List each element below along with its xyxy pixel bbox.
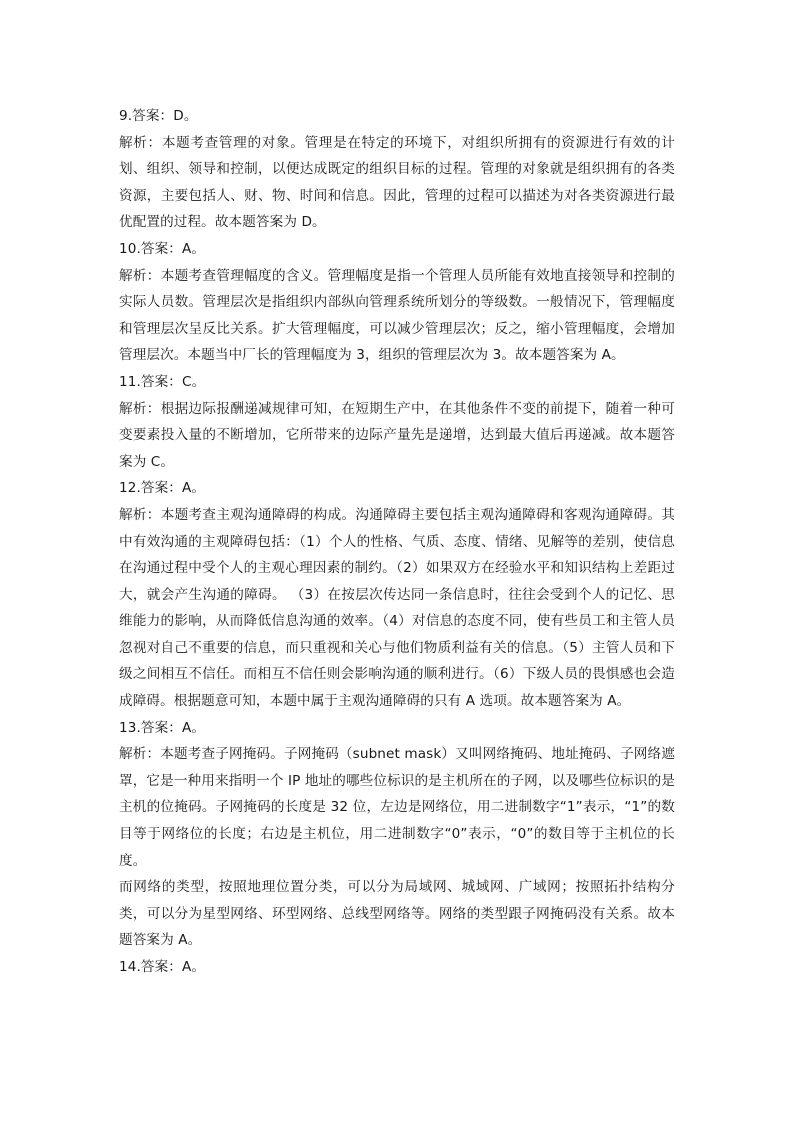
document-page (119, 103, 675, 981)
explanation-11: 解析：根据边际报酬递减规律可知，在短期生产中，在其他条件不变的前提下，随着一种可变要素投入量的不断增加，它所带来的边际产量先是递增，达到最大值后再递减。故本题答案为 C。 (119, 400, 675, 470)
explanation-12: 解析：本题考查主观沟通障碍的构成。沟通障碍主要包括主观沟通障碍和客观沟通障碍。其中有效沟通的主观障碍包括：（1）个人的性格、气质、态度、情绪、见解等的差别，使信息在沟通过程中受个人的主观心理因素的制约。（2）如果双方在经验水平和知识结构上差距过大，就会产生沟通的障碍。 （3）在按层次传达同一条信息时，往往会受到个人的记忆、思维能力的影响，从而降低信息沟通的效率。（4）对信息的态度不同，使有些员工和主管人员忽视对自己不重要的信息，而只重视和关心与他们物质利益有关的信息。（5）主管人员和下级之间相互不信任。而相互不信任则会影响沟通的顺利进行。（6）下级人员的畏惧感也会造成障碍。根据题意可知，本题中属于主观沟通障碍的只有 A 选项。故本题答案为 A。 (119, 506, 675, 710)
answer-9: 9.答案：D。 (119, 108, 198, 124)
explanation-10: 解析：本题考查管理幅度的含义。管理幅度是指一个管理人员所能有效地直接领导和控制的实际人员数。管理层次是指组织内部纵向管理系统所划分的等级数。一般情况下，管理幅度和管理层次呈反比关系。扩大管理幅度，可以减少管理层次；反之，缩小管理幅度，会增加管理层次。本题当中厂长的管理幅度为 3，组织的管理层次为 3。故本题答案为 A。 (119, 267, 675, 364)
answer-13: 13.答案：A。 (119, 719, 206, 736)
answer-14: 14.答案：A。 (119, 959, 206, 975)
explanation-9: 解析：本题考查管理的对象。管理是在特定的环境下，对组织所拥有的资源进行有效的计划、组织、领导和控制，以便达成既定的组织目标的过程。管理的对象就是组织拥有的各类资源，主要包括人、财、物、时间和信息。因此，管理的过程可以描述为对各类资源进行最优配置的过程。故本题答案为 D。 (119, 134, 675, 231)
answer-10: 10.答案：A。 (119, 240, 206, 257)
answer-11: 11.答案：C。 (119, 373, 206, 390)
explanation-13-continued: 而网络的类型，按照地理位置分类，可以分为局域网、城域网、广域网；按照拓扑结构分类，可以分为星型网络、环型网络、总线型网络等。网络的类型跟子网掩码没有关系。故本题答案为 A。 (119, 879, 675, 949)
explanation-13: 解析：本题考查子网掩码。子网掩码（subnet mask）又叫网络掩码、地址掩码、子网络遮罩，它是一种用来指明一个 IP 地址的哪些位标识的是主机所在的子网，以及哪些位标识的是主机的位掩码。子网掩码的长度是 32 位，左边是网络位，用二进制数字“1”表示，“1”的数目等于网络位的长度；右边是主机位，用二进制数字“0”表示，“0”的数目等于主机位的长度。 (119, 746, 675, 869)
answer-12: 12.答案：A。 (119, 480, 206, 497)
